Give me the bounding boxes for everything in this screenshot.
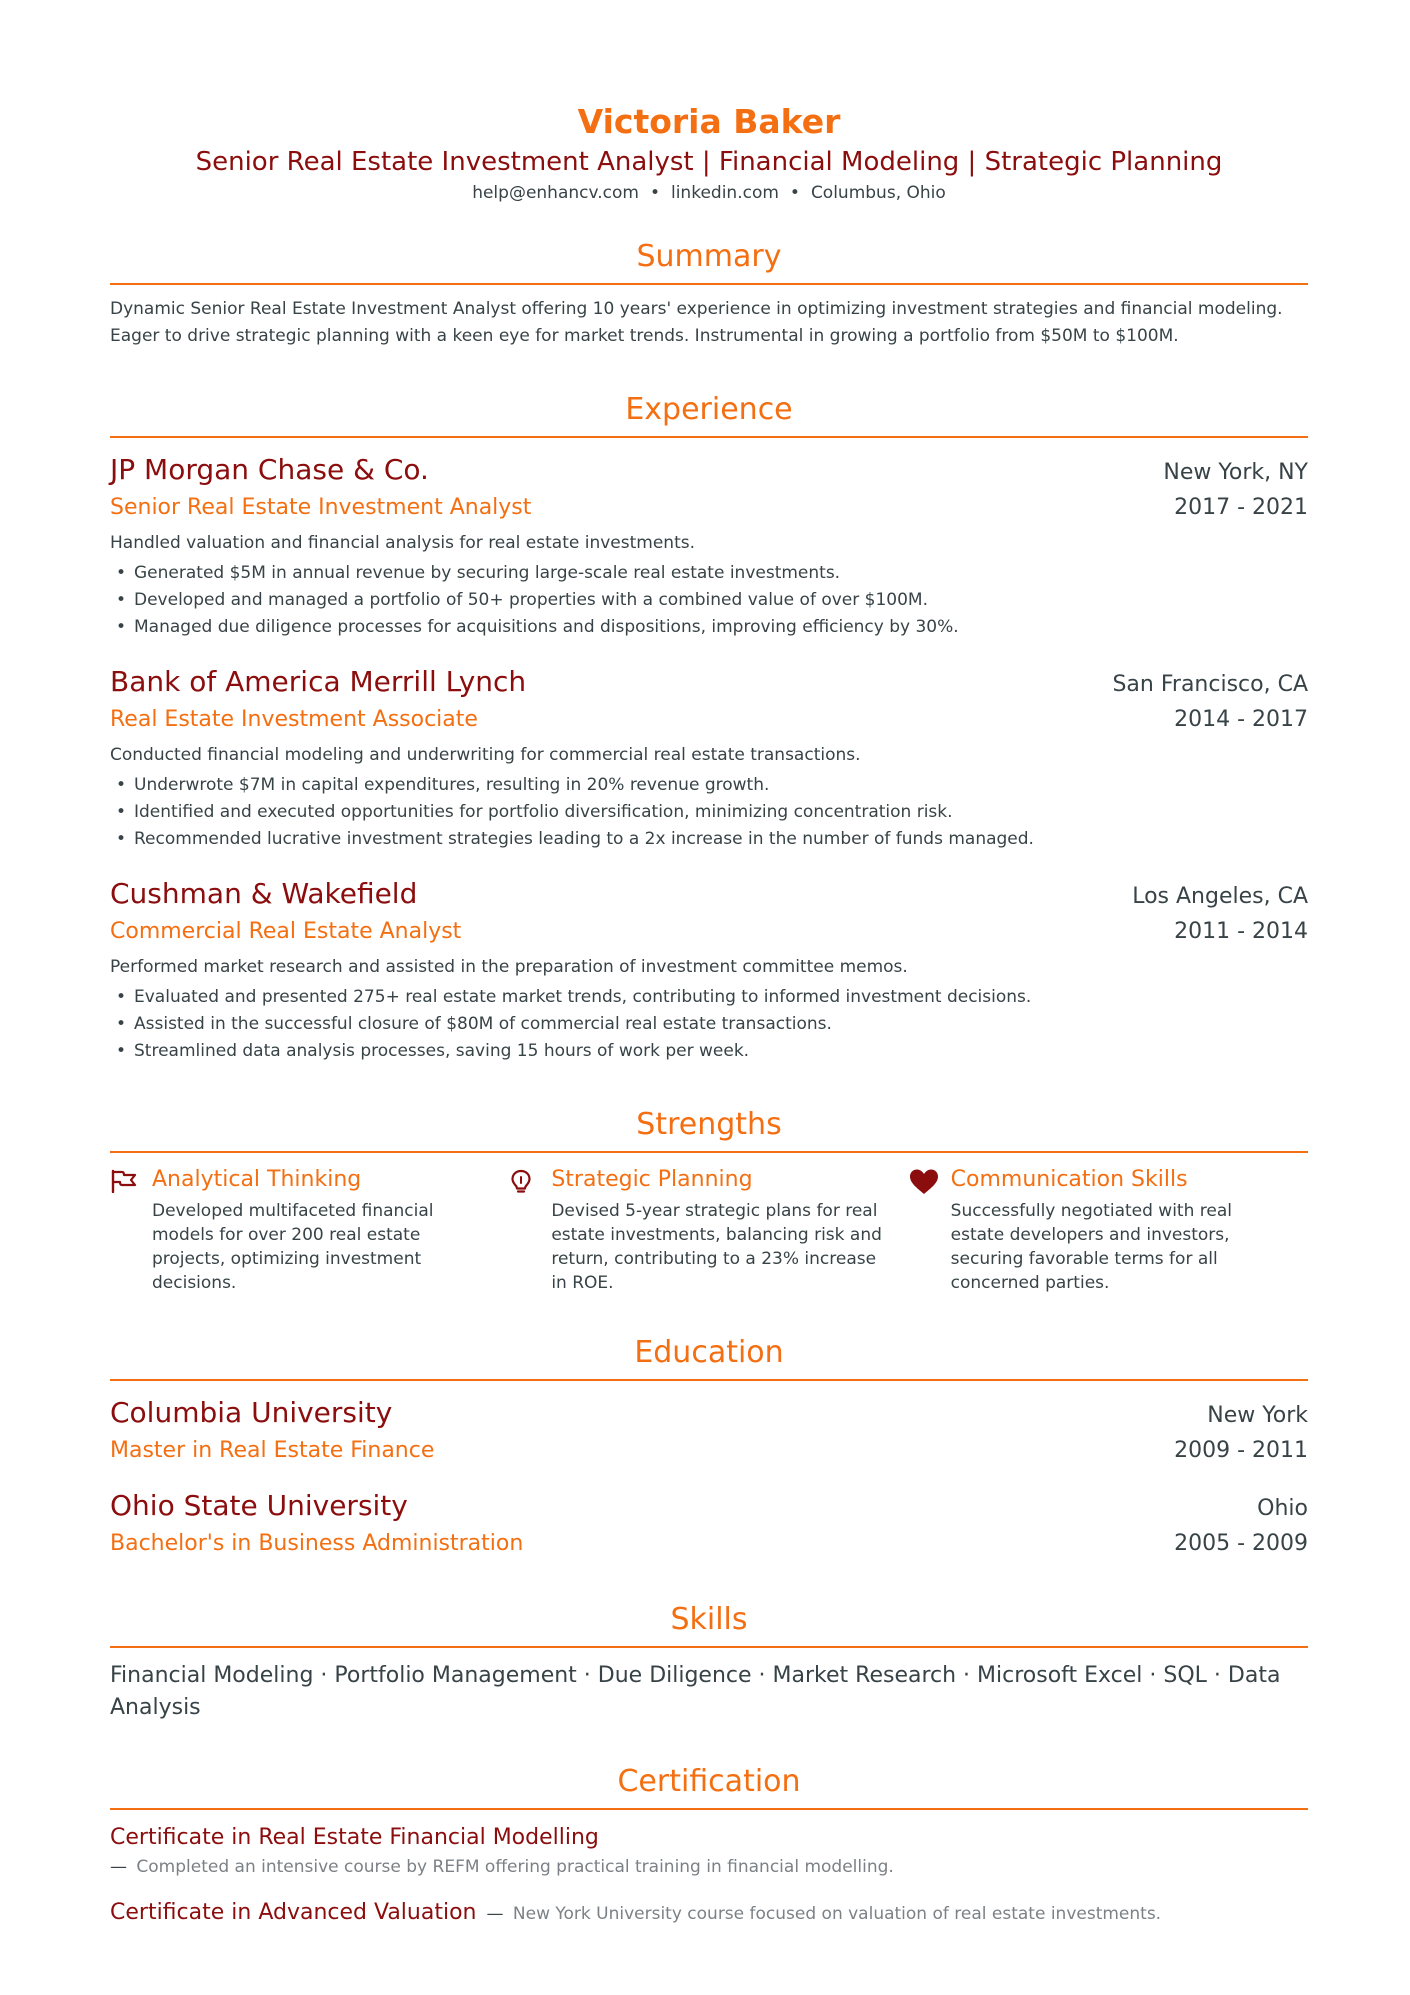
strength-description: Devised 5-year strategic plans for real estate investments, balancing risk and return, contributing to a 23% increase in ROE. — [551, 1201, 882, 1293]
strength-title: Communication Skills — [950, 1167, 1188, 1192]
school-dates: 2009 - 2011 — [1174, 1438, 1308, 1463]
strength-item — [909, 1163, 1308, 1295]
strength-title: Analytical Thinking — [152, 1167, 362, 1192]
job-location: San Francisco, CA — [1112, 672, 1308, 697]
school-entry — [110, 1486, 1308, 1562]
strength-description: Developed multifaceted financial models for over 200 real estate projects, optimizing investment decisions. — [152, 1201, 434, 1293]
summary-section — [110, 237, 1308, 350]
skills-list: Financial Modeling · Portfolio Management · Due Diligence · Market Research · Microsoft Excel · SQL · Data Analysis — [110, 1663, 1281, 1720]
job-dates: 2011 - 2014 — [1174, 919, 1308, 944]
job-bullets — [110, 772, 1308, 853]
skills-section — [110, 1600, 1308, 1724]
certification-description: New York University course focused on valuation of real estate investments. — [512, 1904, 1162, 1924]
job-bullet: • Streamlined data analysis processes, saving 15 hours of work per week. — [110, 1038, 1308, 1065]
job-entry — [110, 662, 1308, 853]
strengths-title: Strengths — [110, 1105, 1308, 1153]
certification-name: Certificate in Real Estate Financial Modelling — [110, 1825, 599, 1850]
certification-section — [110, 1762, 1308, 1929]
contact-separator: • — [789, 183, 800, 203]
education-title: Education — [110, 1333, 1308, 1381]
job-bullet: • Identified and executed opportunities for portfolio diversification, minimizing concentration risk. — [110, 799, 1308, 826]
certification-entry — [110, 1897, 1308, 1929]
school-degree: Bachelor's in Business Administration — [110, 1531, 524, 1556]
heart-icon — [909, 1163, 951, 1295]
job-bullets — [110, 560, 1308, 641]
job-location: Los Angeles, CA — [1132, 884, 1308, 909]
job-dates: 2017 - 2021 — [1174, 495, 1308, 520]
candidate-name: Victoria Baker — [577, 102, 841, 141]
job-description: Conducted financial modeling and underwriting for commercial real estate transactions. — [110, 745, 861, 765]
certification-dash: — — [110, 1857, 127, 1877]
resume-header — [110, 100, 1308, 206]
summary-title: Summary — [110, 237, 1308, 285]
job-company: JP Morgan Chase & Co. — [110, 453, 429, 486]
job-company: Bank of America Merrill Lynch — [110, 665, 527, 698]
job-location: New York, NY — [1163, 460, 1308, 485]
experience-section — [110, 390, 1308, 1065]
lightbulb-icon — [509, 1163, 551, 1295]
job-bullet: • Recommended lucrative investment strategies leading to a 2x increase in the number of funds managed. — [110, 826, 1308, 853]
strengths-grid — [110, 1163, 1308, 1295]
school-degree: Master in Real Estate Finance — [110, 1438, 435, 1463]
strength-item — [509, 1163, 908, 1295]
experience-title: Experience — [110, 390, 1308, 438]
contact-line — [110, 180, 1308, 206]
school-dates: 2005 - 2009 — [1174, 1531, 1308, 1556]
school-location: Ohio — [1257, 1496, 1308, 1521]
contact-separator: • — [649, 183, 660, 203]
certification-title: Certification — [110, 1762, 1308, 1810]
job-description: Handled valuation and financial analysis for real estate investments. — [110, 533, 695, 553]
job-company: Cushman & Wakefield — [110, 877, 418, 910]
job-bullet: • Underwrote $7M in capital expenditures, resulting in 20% revenue growth. — [110, 772, 1308, 799]
job-bullet: • Managed due diligence processes for acquisitions and dispositions, improving efficiency by 30%. — [110, 614, 1308, 641]
job-dates: 2014 - 2017 — [1174, 707, 1308, 732]
school-location: New York — [1207, 1403, 1308, 1428]
job-bullet: • Developed and managed a portfolio of 50+ properties with a combined value of over $100M. — [110, 587, 1308, 614]
job-role: Senior Real Estate Investment Analyst — [110, 495, 532, 520]
job-bullet: • Assisted in the successful closure of $80M of commercial real estate transactions. — [110, 1011, 1308, 1038]
linkedin-link[interactable]: linkedin.com — [670, 183, 779, 203]
flag-icon — [110, 1163, 152, 1295]
strength-title: Strategic Planning — [551, 1167, 753, 1192]
strength-item — [110, 1163, 509, 1295]
job-entry — [110, 874, 1308, 1065]
certification-description: Completed an intensive course by REFM offering practical training in financial modelling. — [136, 1857, 894, 1877]
job-bullet: • Evaluated and presented 275+ real estate market trends, contributing to informed investment decisions. — [110, 984, 1308, 1011]
strengths-section — [110, 1105, 1308, 1295]
skills-title: Skills — [110, 1600, 1308, 1648]
job-role: Commercial Real Estate Analyst — [110, 919, 462, 944]
contact-location: Columbus, Ohio — [810, 183, 946, 203]
school-name: Ohio State University — [110, 1489, 408, 1522]
resume-page — [110, 100, 1308, 1929]
candidate-headline: Senior Real Estate Investment Analyst | Financial Modeling | Strategic Planning — [195, 147, 1223, 177]
job-bullets — [110, 984, 1308, 1065]
certification-dash: — — [486, 1904, 504, 1924]
job-bullet: • Generated $5M in annual revenue by securing large-scale real estate investments. — [110, 560, 1308, 587]
email-link[interactable]: help@enhancv.com — [472, 183, 639, 203]
certification-name: Certificate in Advanced Valuation — [110, 1900, 477, 1925]
strength-description: Successfully negotiated with real estate developers and investors, securing favorable terms for all concerned parties. — [950, 1201, 1232, 1293]
job-description: Performed market research and assisted in the preparation of investment committee memos. — [110, 957, 908, 977]
school-name: Columbia University — [110, 1396, 393, 1429]
certification-entry — [110, 1822, 1308, 1880]
education-section — [110, 1333, 1308, 1562]
summary-text: Dynamic Senior Real Estate Investment Analyst offering 10 years' experience in optimizing investment strategies and financial modeling. Eager to drive strategic planning with a keen eye for market trends. Instrumental in growing a portfolio from $50M to $100M. — [110, 299, 1283, 346]
job-role: Real Estate Investment Associate — [110, 707, 478, 732]
school-entry — [110, 1393, 1308, 1469]
job-entry — [110, 450, 1308, 641]
